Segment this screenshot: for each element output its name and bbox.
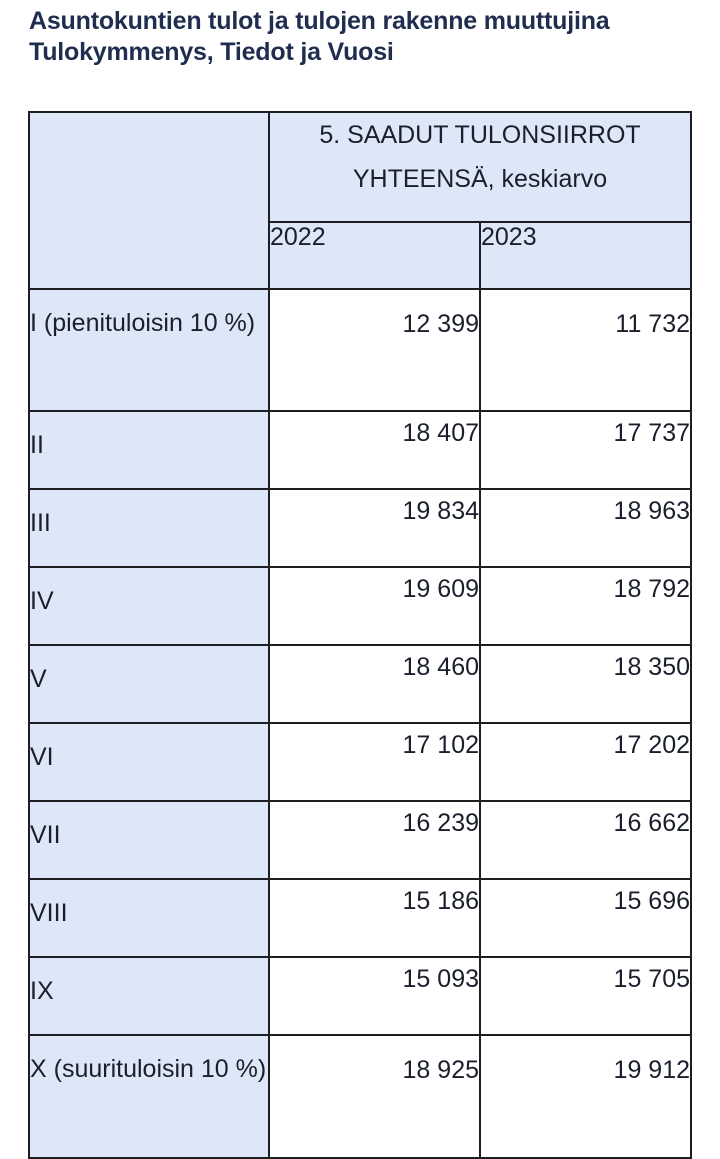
cell-value-2023: 18 792	[480, 567, 691, 645]
page-title	[29, 6, 709, 68]
row-label: II	[29, 411, 269, 489]
title-line-1: Asuntokuntien tulot ja tulojen rakenne muuttujina	[29, 7, 610, 35]
cell-value-2023: 17 202	[480, 723, 691, 801]
row-label: VI	[29, 723, 269, 801]
table-row	[29, 879, 691, 957]
cell-value-2022: 12 399	[269, 289, 480, 411]
cell-value-2022: 15 093	[269, 957, 480, 1035]
table-row	[29, 289, 691, 411]
table-row	[29, 411, 691, 489]
column-header-2023: 2023	[480, 222, 691, 289]
cell-value-2022: 19 609	[269, 567, 480, 645]
table-row	[29, 723, 691, 801]
cell-value-2022: 19 834	[269, 489, 480, 567]
table-row	[29, 1035, 691, 1158]
cell-value-2023: 19 912	[480, 1035, 691, 1158]
title-line-2: Tulokymmenys, Tiedot ja Vuosi	[29, 38, 394, 66]
cell-value-2023: 15 705	[480, 957, 691, 1035]
cell-value-2023: 18 350	[480, 645, 691, 723]
row-label: VIII	[29, 879, 269, 957]
table-row	[29, 645, 691, 723]
cell-value-2022: 16 239	[269, 801, 480, 879]
table-row	[29, 567, 691, 645]
cell-value-2023: 15 696	[480, 879, 691, 957]
table-row	[29, 489, 691, 567]
cell-value-2022: 18 925	[269, 1035, 480, 1158]
cell-value-2023: 18 963	[480, 489, 691, 567]
row-label: X (suurituloisin 10 %)	[29, 1035, 269, 1158]
row-label: I (pienituloisin 10 %)	[29, 289, 269, 411]
cell-value-2022: 17 102	[269, 723, 480, 801]
table-corner-cell	[29, 112, 269, 289]
cell-value-2023: 17 737	[480, 411, 691, 489]
cell-value-2022: 18 460	[269, 645, 480, 723]
cell-value-2022: 15 186	[269, 879, 480, 957]
column-header-2022: 2022	[269, 222, 480, 289]
cell-value-2023: 11 732	[480, 289, 691, 411]
row-label: IV	[29, 567, 269, 645]
row-label: VII	[29, 801, 269, 879]
group-header: 5. SAADUT TULONSIIRROT YHTEENSÄ, keskiarvo	[269, 112, 691, 222]
data-table	[28, 111, 692, 1159]
table-row	[29, 957, 691, 1035]
row-label: IX	[29, 957, 269, 1035]
cell-value-2023: 16 662	[480, 801, 691, 879]
row-label: V	[29, 645, 269, 723]
table-row	[29, 801, 691, 879]
row-label: III	[29, 489, 269, 567]
cell-value-2022: 18 407	[269, 411, 480, 489]
